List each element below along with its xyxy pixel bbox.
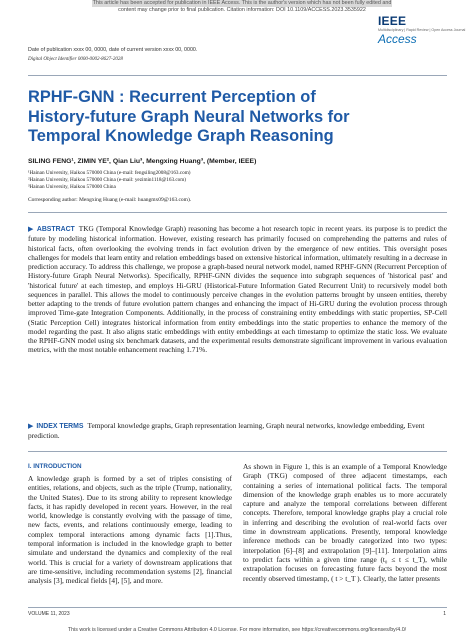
publication-date: Date of publication xxxx 00, 0000, date of current version xxxx 00, 0000. — [28, 47, 198, 53]
notice-line-1: This article has been accepted for publication in IEEE Access. This is the author's version which has not been fully edited and — [92, 0, 392, 6]
affiliation-2: ²Hainan University, Haikou 570000 China (e-mail: yezimin1118@163.com) — [28, 177, 187, 183]
footer-divider — [28, 607, 447, 608]
paper-title: RPHF-GNN : Recurrent Perception of History-future Graph Neural Networks for Temporal Knowledge Graph Reasoning — [28, 88, 350, 145]
index-terms-label: INDEX TERMS — [36, 423, 84, 430]
journal-header — [0, 0, 474, 46]
acceptance-notice — [92, 0, 392, 14]
introduction-heading: I. INTRODUCTION — [28, 463, 82, 470]
brand-access: Access — [378, 32, 417, 46]
affiliation-3: ³Hainan University, Haikou 570000 China — [28, 184, 116, 190]
section-arrow-icon: ▶ — [28, 225, 34, 233]
header-divider — [28, 75, 447, 76]
abstract-section — [28, 224, 447, 355]
affiliation-1: ¹Hainan University, Haikou 570000 China (e-mail: fengsiling2008@163.com) — [28, 170, 191, 176]
author-list: SILING FENG¹, ZIMIN YE², Qian Liu³, Mengxing Huang³, (Member, IEEE) — [28, 158, 257, 165]
doi-identifier: Digital Object Identifier 0000-0002-8627-2028 — [28, 57, 123, 62]
index-terms-section — [28, 421, 447, 441]
abstract-label: ABSTRACT — [36, 226, 75, 233]
license-notice: This work is licensed under a Creative Commons Attribution 4.0 License. For more information, see https://creativecommons.org/licenses/by/4.0/ — [67, 627, 407, 633]
introduction-right-column: As shown in Figure 1, this is an example of a Temporal Knowledge Graph (TKG) composed of three adjacent timestamps, each containing a series of international political facts. The temporal dimension of the knowledge graph enables us to more accurately capture and analyze the temporal correlations between different concepts. Therefore, temporal knowledge graphs play a crucial role in inferring and describing the evolution of real-world facts over time in downstream applications. Presently, temporal knowledge inference methods can be broadly categorized into two types: interpolation [6]–[8] and extrapolation [9]–[11]. Interpolation aims to predict facts within a given time range (t₀ ≤ t ≤ t_T), while extrapolation focuses on forecasting future facts beyond the most recently observed timestamp, ( t > t_T ). Clearly, the latter presents — [243, 462, 447, 583]
notice-line-2: content may change prior to final publication. Citation information: DOI 10.1109/ACCESS.2023.3535922 — [118, 7, 366, 13]
abstract-text: TKG (Temporal Knowledge Graph) reasoning has become a hot research topic in recent years. its purpose is to predict the future by modeling historical information. However, existing research has primarily focused on comprehending the patterns and rules of historical facts, often overlooking the evolving trends in fact evolution driven by the emergence of new entities. This oversight poses challenges for models that learn entity and relation embeddings based on extensive historical information, ultimately resulting in a decrease in prediction accuracy. To address this challenge, we propose a graph-based neural network model, named RPHF-GNN (Recurrent Perception of History-future Graph Neural Networks). Specifically, RPHF-GNN divides the sequence into subgraph sequences of 'historical past' and 'historical future' at each timestep, and employs Hi-GRU (Historical-Future Information Gated Recurrent Unit) to recursively model both sequences in parallel. This allows the model to continuously perceive changes in the evolution patterns brought by unseen entities, thereby better adapting to the trends of future evolution pattern changes and enhancing the impact of Hi-GRU during the evolution process through improved Time-gate Integration Components. Additionally, in the process of constraining entity embeddings with static properties, SP-Cell (Static Perception Cell) integrates historical information from entity embeddings into the static properties to enhance the memory of the model regarding the past. It also aligns static embeddings with entity embeddings at each timestamp to optimize the static loss. We evaluate the RPHF-GNN model using six benchmark datasets, and the experimental results demonstrate significant improvement in various evaluation metrics, with the most notable enhancement reaching 1.71%. — [28, 224, 447, 355]
page-number: 1 — [443, 611, 446, 617]
volume-label: VOLUME 11, 2023 — [28, 611, 70, 617]
abstract-top-divider — [28, 212, 447, 213]
ieee-access-logo — [378, 12, 466, 46]
index-terms-text: Temporal knowledge graphs, Graph representation learning, Graph neural networks, knowledge embedding, Event prediction. — [28, 421, 425, 441]
introduction-left-column: A knowledge graph is formed by a set of triples consisting of entities, relations, and objects, such as the triple (Trump, nationality, the United States). Due to its strong ability to represent knowledge facts, it has rapidly developed in recent years. However, in the real world, knowledge is constantly evolving with the passage of time, new facts, events, and relations continuously emerge, leading to complex temporal interactions among dynamic facts [1].Thus, temporal information is included in the knowledge graph to better simulate and understand the dynamics and complexity of the real world. This is crucial for a variety of downstream applications that are time-sensitive, including recommendation systems [2], financial analysis [3], medical fields [4], [5], and more. — [28, 474, 232, 586]
brand-tagline: Multidisciplinary | Rapid Review | Open Access Journal — [378, 28, 466, 32]
brand-ieee: IEEE — [378, 14, 407, 28]
body-divider — [28, 451, 447, 452]
section-arrow-icon: ▶ — [28, 422, 34, 430]
corresponding-author: Corresponding author: Mengxing Huang (e-mail: huangmx09@163.com). — [28, 197, 192, 203]
